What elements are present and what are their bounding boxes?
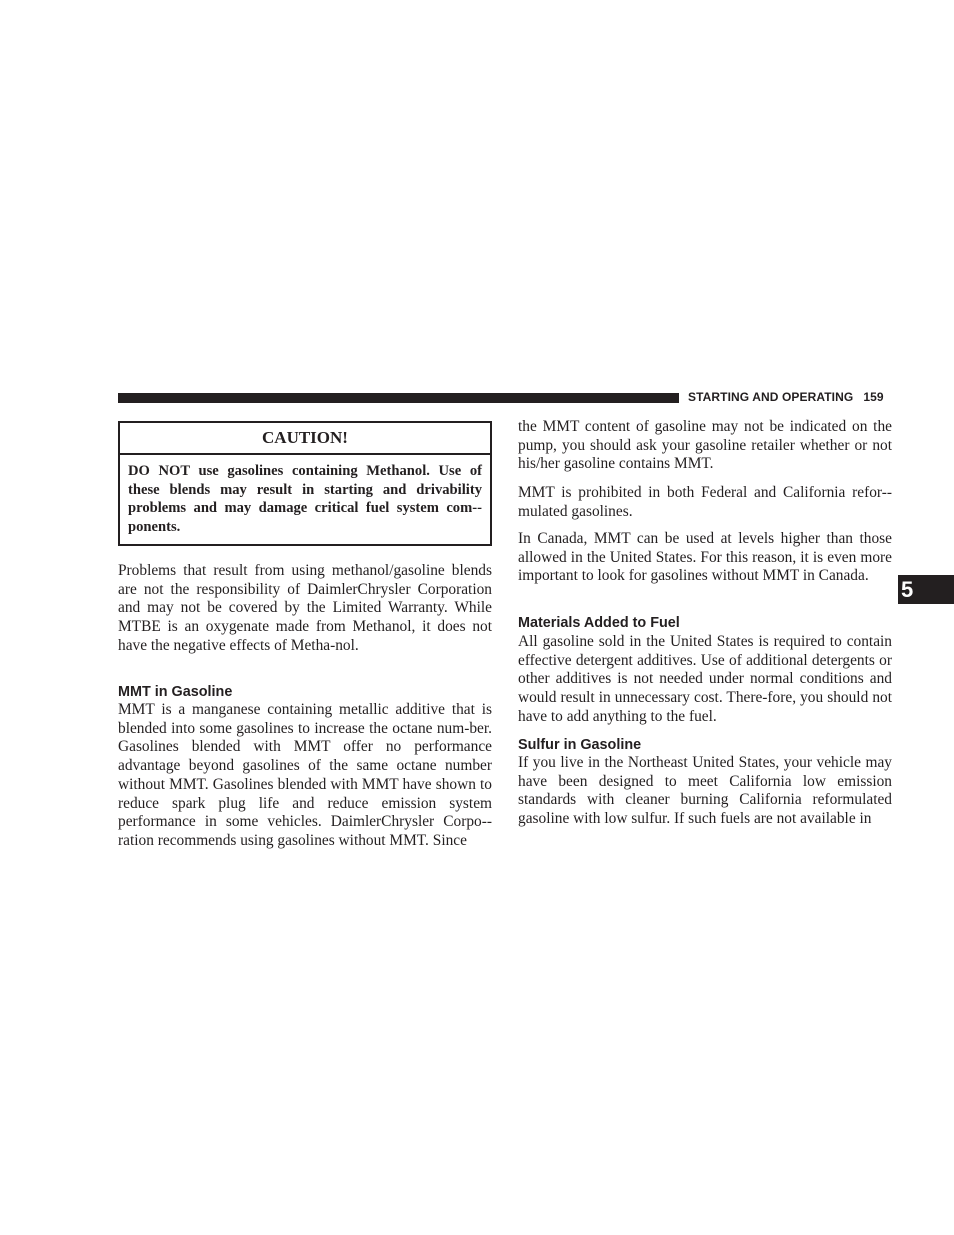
materials-heading: Materials Added to Fuel <box>518 615 680 631</box>
materials-paragraph: All gasoline sold in the United States is required to contain effective detergent additives. Use of additional detergents or other additives is not needed under normal conditions and would result in unnecessary cost. There-fore, you should not have to add anything to the fuel. <box>518 633 892 725</box>
mmt-prohibited-paragraph: MMT is prohibited in both Federal and California refor-mulated gasolines. <box>518 484 892 520</box>
caution-title: CAUTION! <box>120 423 490 455</box>
mmt-retailer-paragraph: the MMT content of gasoline may not be indicated on the pump, you should ask your gasoline retailer whether or not his/her gasoline contains MMT. <box>518 418 892 473</box>
page-number: 159 <box>863 390 884 404</box>
running-header <box>688 390 892 404</box>
mmt-paragraph: MMT is a manganese containing metallic additive that is blended into some gasolines to increase the octane num-ber. Gasolines blended with MMT offer no performance advantage beyond gasolines of the same octane number without MMT. Gasolines blended with MMT have shown to reduce spark plug life and reduce emission system performance in some vehicles. DaimlerChrysler Corpo-ration recommends using gasolines without MMT. Since <box>118 701 492 849</box>
section-title: STARTING AND OPERATING <box>688 390 854 404</box>
caution-box <box>118 421 492 546</box>
header-rule <box>118 393 679 403</box>
canada-paragraph: In Canada, MMT can be used at levels higher than those allowed in the United States. For this reason, it is even more important to look for gasolines without MMT in Canada. <box>518 530 892 585</box>
methanol-paragraph: Problems that result from using methanol/gasoline blends are not the responsibility of DaimlerChrysler Corporation and may not be covered by the Limited Warranty. While MTBE is an oxygenate made from Methanol, it does not have the negative effects of Metha-nol. <box>118 562 492 654</box>
mmt-heading: MMT in Gasoline <box>118 684 233 700</box>
chapter-tab: 5 <box>898 575 954 604</box>
sulfur-heading: Sulfur in Gasoline <box>518 737 642 753</box>
caution-text: DO NOT use gasolines containing Methanol. Use of these blends may result in starting and drivability problems and may damage critical fuel system com-ponents. <box>128 463 482 536</box>
sulfur-paragraph: If you live in the Northeast United States, your vehicle may have been designed to meet California low emission standards with cleaner burning California reformulated gasoline with low sulfur. If such fuels are not available in <box>518 754 892 828</box>
